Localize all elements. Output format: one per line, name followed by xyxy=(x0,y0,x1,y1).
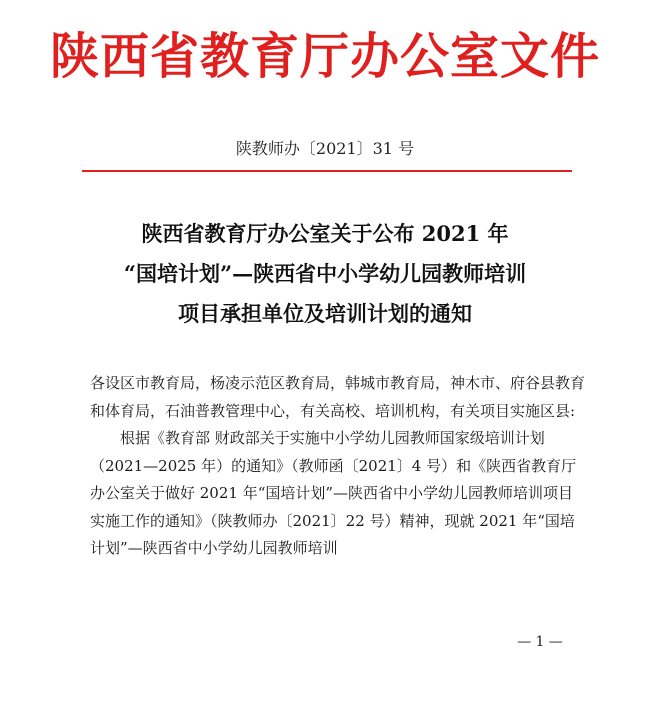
document-header-title: 陕西省教育厅办公室文件 xyxy=(49,28,600,85)
addressee-paragraph: 各设区市教育局，杨凌示范区教育局，韩城市教育局，神木市、府谷县教育和体育局，石油普教管理中心，有关高校、培训机构，有关项目实施区县: xyxy=(90,374,586,420)
notice-title-line-1: 陕西省教育厅办公室关于公布 2021 年 xyxy=(141,221,509,246)
red-divider-line xyxy=(82,170,572,172)
document-number: 陕教师办〔2021〕31 号 xyxy=(235,139,415,158)
page-number: — 1 — xyxy=(517,634,563,650)
notice-title xyxy=(70,214,580,334)
notice-title-line-2: “国培计划”—陕西省中小学幼儿园教师培训 xyxy=(123,261,527,286)
notice-title-line-3: 项目承担单位及培训计划的通知 xyxy=(178,301,472,326)
notice-body xyxy=(90,370,585,563)
body-paragraph: 根据《教育部 财政部关于实施中小学幼儿园教师国家级培训计划（2021—2025 年）的通知》（教师函〔2021〕4 号）和《陕西省教育厅办公室关于做好 2021 年“国培计划”—陕西省中小学幼儿园教师培训项目实施工作的通知》（陕教师办〔2021〕22 号）精神，现就 2021 年“国培计划”—陕西省中小学幼儿园教师培训 xyxy=(90,429,577,557)
